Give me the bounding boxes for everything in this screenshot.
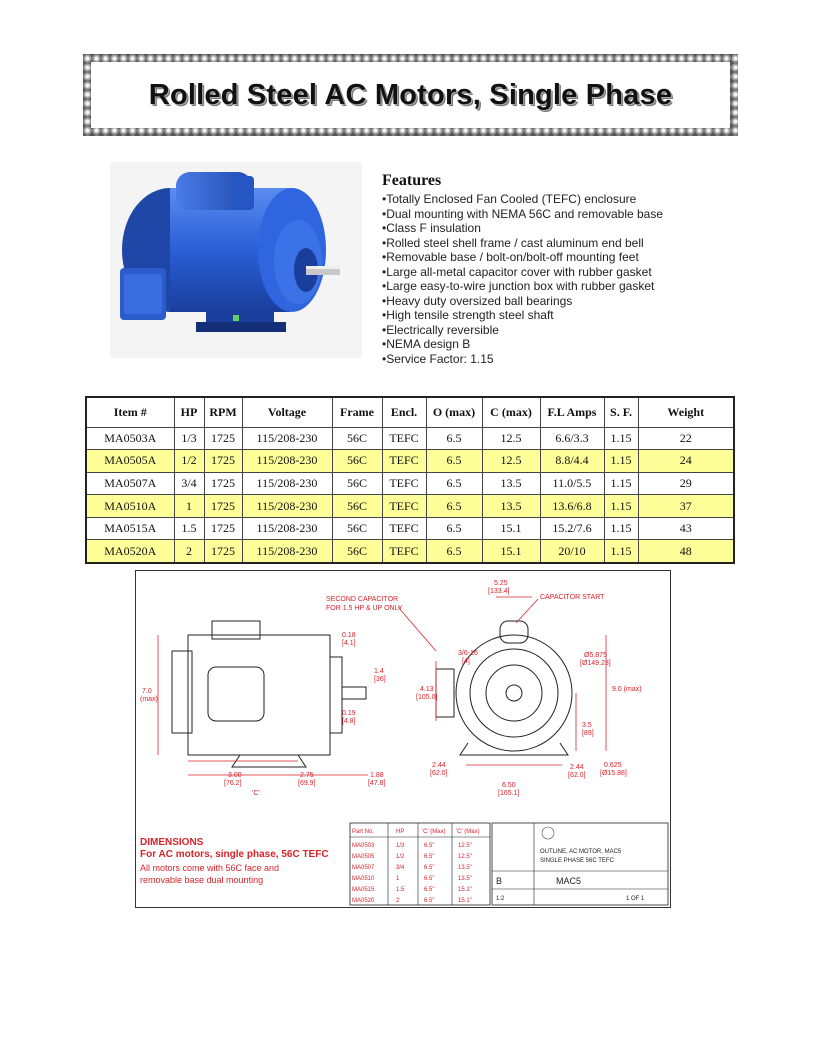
mini-cell: 1: [396, 876, 400, 882]
dimensions-subtitle: For AC motors, single phase, 56C TEFC: [140, 849, 329, 860]
tb-dwg: MAC5: [556, 876, 582, 886]
cell-sf: 1.15: [604, 427, 638, 450]
label-cap-start: CAPACITOR START: [540, 594, 605, 601]
cell-rpm: 1725: [204, 517, 242, 540]
feature-item: • Large all-metal capacitor cover with rubber gasket: [382, 265, 722, 280]
label-0625: 0.625: [604, 762, 622, 769]
feature-item: • Dual mounting with NEMA 56C and removable base: [382, 207, 722, 222]
label-650: 6.50: [502, 782, 516, 789]
cell-weight: 29: [638, 472, 734, 495]
cell-weight: 37: [638, 495, 734, 518]
mini-cell: MA0505: [352, 854, 375, 860]
cell-item: MA0507A: [86, 472, 174, 495]
label-second-cap: SECOND CAPACITOR: [326, 596, 399, 603]
label-244b: 2.44: [570, 764, 584, 771]
col-o-max: O (max): [426, 397, 482, 427]
cell-voltage: 115/208-230: [242, 540, 332, 563]
feature-item: • Totally Enclosed Fan Cooled (TEFC) enclosure: [382, 192, 722, 207]
mini-cell: 6.5": [424, 876, 435, 882]
mini-cell: 6.5": [424, 854, 435, 860]
cell-rpm: 1725: [204, 472, 242, 495]
end-view-face: [470, 649, 558, 737]
cell-voltage: 115/208-230: [242, 495, 332, 518]
mini-cell: 1.5: [396, 887, 405, 893]
table-row: [86, 472, 734, 495]
end-view-pilot: [486, 665, 542, 721]
cell-frame: 56C: [332, 540, 382, 563]
dimensions-note1: All motors come with 56C face and: [140, 863, 280, 873]
cell-fl-amps: 6.6/3.3: [540, 427, 604, 450]
cell-encl: TEFC: [382, 450, 426, 473]
cell-c-max: 15.1: [482, 517, 540, 540]
cell-encl: TEFC: [382, 517, 426, 540]
cell-fl-amps: 15.2/7.6: [540, 517, 604, 540]
label-762: [76.2]: [224, 780, 242, 787]
features-heading: Features: [382, 172, 442, 189]
label-1651: [165.1]: [498, 790, 520, 797]
features-section: [382, 172, 722, 366]
mini-cell: MA0520: [352, 898, 375, 904]
col-c-max: C (max): [482, 397, 540, 427]
title-banner: [83, 54, 738, 136]
col-fl-amps: F.L Amps: [540, 397, 604, 427]
cell-rpm: 1725: [204, 450, 242, 473]
cell-fl-amps: 8.8/4.4: [540, 450, 604, 473]
company-logo-icon: [542, 827, 554, 839]
cell-item: MA0510A: [86, 495, 174, 518]
mini-h-c1: 'C' (Max): [422, 829, 446, 835]
cell-c-max: 15.1: [482, 540, 540, 563]
cell-voltage: 115/208-230: [242, 517, 332, 540]
cell-weight: 22: [638, 427, 734, 450]
mini-cell: 2: [396, 898, 400, 904]
cell-encl: TEFC: [382, 540, 426, 563]
cell-item: MA0505A: [86, 450, 174, 473]
label-second-cap2: FOR 1.5 HP & UP ONLY: [326, 605, 403, 612]
cell-c-max: 12.5: [482, 450, 540, 473]
side-view-capacitor: [212, 621, 260, 639]
features-list: [382, 192, 722, 366]
label-90: 9.0 (max): [612, 686, 642, 693]
table-row: [86, 540, 734, 563]
label-1050: [105.0]: [416, 694, 438, 701]
cell-hp: 2: [174, 540, 204, 563]
mini-cell: 12.5": [458, 843, 472, 849]
label-275: 2.75: [300, 772, 314, 779]
feature-item: • Rolled steel shell frame / cast aluminum end bell: [382, 236, 722, 251]
cell-hp: 1/3: [174, 427, 204, 450]
label-699: [69.9]: [298, 780, 316, 787]
cell-frame: 56C: [332, 495, 382, 518]
motor-illustration: [110, 162, 362, 358]
side-view-endcap: [172, 651, 192, 733]
end-view-shaft: [506, 685, 522, 701]
cell-rpm: 1725: [204, 495, 242, 518]
col-hp: HP: [174, 397, 204, 427]
cell-frame: 56C: [332, 427, 382, 450]
col-frame: Frame: [332, 397, 382, 427]
col-sf: S. F.: [604, 397, 638, 427]
feature-item: • Class F insulation: [382, 221, 722, 236]
cell-hp: 1.5: [174, 517, 204, 540]
mini-cell: 13.5": [458, 865, 472, 871]
cell-o-max: 6.5: [426, 450, 482, 473]
col-item: Item #: [86, 397, 174, 427]
side-view-body: [188, 635, 330, 755]
label-1334: [133.4]: [488, 588, 510, 595]
table-row: [86, 495, 734, 518]
feature-item: • Large easy-to-wire junction box with rubber gasket: [382, 279, 722, 294]
col-voltage: Voltage: [242, 397, 332, 427]
cell-hp: 1: [174, 495, 204, 518]
title-block: [492, 823, 668, 905]
mini-cell: 6.5": [424, 843, 435, 849]
leader-second-cap: [398, 607, 436, 651]
title-banner-inner: [91, 62, 730, 128]
leader-cap-start: [516, 599, 538, 623]
cell-o-max: 6.5: [426, 427, 482, 450]
label-14923: [Ø149.23]: [580, 660, 611, 667]
mini-cell: 12.5": [458, 854, 472, 860]
label-5875: Ø5.875: [584, 652, 607, 659]
mini-h-hp: HP: [396, 829, 405, 835]
col-weight: Weight: [638, 397, 734, 427]
cell-o-max: 6.5: [426, 517, 482, 540]
cell-sf: 1.15: [604, 517, 638, 540]
mini-cell: 6.5": [424, 898, 435, 904]
cell-weight: 24: [638, 450, 734, 473]
dimensions-title: DIMENSIONS: [140, 837, 204, 848]
cell-voltage: 115/208-230: [242, 427, 332, 450]
mini-cell: 6.5": [424, 887, 435, 893]
cell-frame: 56C: [332, 517, 382, 540]
cell-voltage: 115/208-230: [242, 450, 332, 473]
feature-item: • Electrically reversible: [382, 323, 722, 338]
cell-sf: 1.15: [604, 540, 638, 563]
label-c: 'C': [252, 790, 260, 797]
side-view-shaft: [342, 687, 366, 699]
cell-fl-amps: 13.6/6.8: [540, 495, 604, 518]
motor-image: [110, 162, 362, 358]
label-620a: [62.0]: [430, 770, 448, 777]
cell-frame: 56C: [332, 472, 382, 495]
mini-cell: 3/4: [396, 865, 405, 871]
cell-o-max: 6.5: [426, 495, 482, 518]
label-max: (max): [140, 696, 158, 703]
end-view-jbox: [436, 669, 454, 717]
label-316: 3/6-16: [458, 650, 478, 657]
end-view-capacitor: [500, 621, 528, 643]
cell-sf: 1.15: [604, 472, 638, 495]
label-244a: 2.44: [432, 762, 446, 769]
cell-c-max: 12.5: [482, 427, 540, 450]
label-413: 4.13: [420, 686, 434, 693]
label-525: 5.25: [494, 580, 508, 587]
side-view-face: [330, 657, 342, 733]
mini-h-part: Part No.: [352, 829, 375, 835]
mini-cell: 6.5": [424, 865, 435, 871]
feature-item: • Removable base / bolt-on/bolt-off mounting feet: [382, 250, 722, 265]
tb-size: B: [496, 876, 503, 886]
cell-encl: TEFC: [382, 495, 426, 518]
label-36: [36]: [374, 676, 386, 683]
mini-h-c2: 'C' (Max): [456, 829, 480, 835]
cell-c-max: 13.5: [482, 495, 540, 518]
mini-cell: 1/3: [396, 843, 405, 849]
cell-weight: 48: [638, 540, 734, 563]
cell-sf: 1.15: [604, 450, 638, 473]
mini-cell: 13.5": [458, 876, 472, 882]
cell-frame: 56C: [332, 450, 382, 473]
cell-rpm: 1725: [204, 427, 242, 450]
cell-hp: 1/2: [174, 450, 204, 473]
cell-rpm: 1725: [204, 540, 242, 563]
mini-cell: MA0515: [352, 887, 375, 893]
cell-encl: TEFC: [382, 427, 426, 450]
label-4: [4]: [462, 658, 470, 665]
col-rpm: RPM: [204, 397, 242, 427]
cell-voltage: 115/208-230: [242, 472, 332, 495]
cell-item: MA0520A: [86, 540, 174, 563]
tb-scale: 1:2: [496, 896, 505, 902]
label-89: [89]: [582, 730, 594, 737]
feature-item: • NEMA design B: [382, 337, 722, 352]
feature-item: • Heavy duty oversized ball bearings: [382, 294, 722, 309]
label-70: 7.0: [142, 688, 152, 695]
tb-title: OUTLINE, AC MOTOR, MAC5: [540, 849, 622, 855]
cell-encl: TEFC: [382, 472, 426, 495]
mini-cell: 15.1": [458, 887, 472, 893]
table-header-row: [86, 397, 734, 427]
cell-sf: 1.15: [604, 495, 638, 518]
cell-hp: 3/4: [174, 472, 204, 495]
label-35: 3.5: [582, 722, 592, 729]
feature-item: • High tensile strength steel shaft: [382, 308, 722, 323]
label-188: 1.88: [370, 772, 384, 779]
cell-fl-amps: 11.0/5.5: [540, 472, 604, 495]
drawing-svg: [136, 571, 670, 907]
cell-o-max: 6.5: [426, 472, 482, 495]
label-018: 0.18: [342, 632, 356, 639]
label-019: 0.19: [342, 710, 356, 717]
mini-cell: MA0507: [352, 865, 375, 871]
cell-item: MA0515A: [86, 517, 174, 540]
label-620b: [62.0]: [568, 772, 586, 779]
cell-o-max: 6.5: [426, 540, 482, 563]
label-48: [4.8]: [342, 718, 356, 725]
table-row: [86, 450, 734, 473]
label-41: [4.1]: [342, 640, 356, 647]
cell-item: MA0503A: [86, 427, 174, 450]
page-title: Rolled Steel AC Motors, Single Phase: [148, 78, 673, 111]
label-300: 3.00: [228, 772, 242, 779]
mini-cell: MA0510: [352, 876, 375, 882]
dimensions-note2: removable base dual mounting: [140, 875, 264, 885]
label-1588: [Ø15.88]: [600, 770, 627, 777]
dimension-drawing: [135, 570, 671, 908]
cell-c-max: 13.5: [482, 472, 540, 495]
cell-fl-amps: 20/10: [540, 540, 604, 563]
feature-item: • Service Factor: 1.15: [382, 352, 722, 367]
cell-weight: 43: [638, 517, 734, 540]
side-view-jbox: [208, 667, 264, 721]
mini-cell: 15.1": [458, 898, 472, 904]
label-478: [47.8]: [368, 780, 386, 787]
table-row: [86, 517, 734, 540]
col-encl: Encl.: [382, 397, 426, 427]
end-view-base: [460, 743, 568, 755]
tb-sheet: 1 OF 1: [626, 896, 645, 902]
table-row: [86, 427, 734, 450]
label-14: 1.4: [374, 668, 384, 675]
mini-cell: 1/2: [396, 854, 405, 860]
mini-part-table: [350, 823, 490, 905]
tb-subtitle: SINGLE PHASE 56C TEFC: [540, 858, 614, 864]
motor-spec-table: [85, 396, 735, 564]
mini-cell: MA0503: [352, 843, 375, 849]
